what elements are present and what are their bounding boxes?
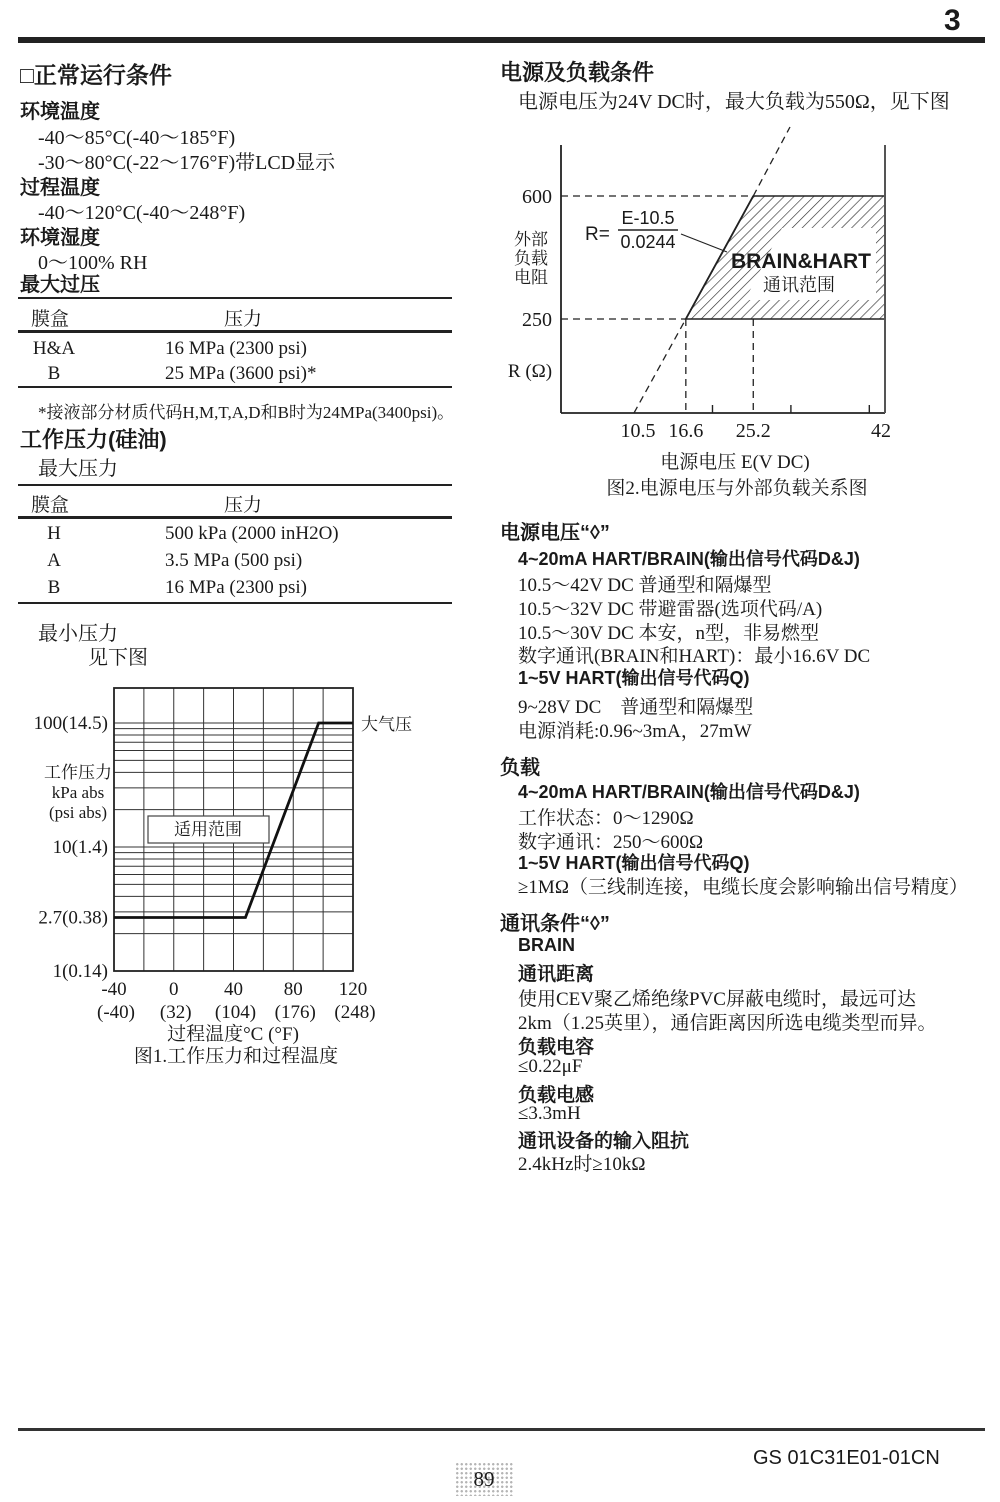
table-header-cell: 压力 — [223, 495, 262, 516]
svg-text:42: 42 — [871, 420, 891, 442]
table-cell: 500 kPa (2000 inH2O) — [165, 523, 339, 544]
footer-doc-number: GS 01C31E01-01CN — [753, 1447, 940, 1469]
table-cell: 25 MPa (3600 psi)* — [165, 363, 317, 384]
process-temp-line: -40～120°C(-40～248°F) — [38, 202, 246, 224]
process-temp-heading: 过程温度 — [20, 177, 100, 199]
svg-text:-40: -40 — [101, 979, 127, 1000]
supply-line-2: 10.5～32V DC 带避雷器(选项代码/A) — [518, 599, 823, 620]
supply-line-q2: 电源消耗:0.96~3mA，27mW — [518, 721, 752, 742]
figure1-working-pressure-chart — [0, 670, 480, 1070]
svg-text:600: 600 — [522, 186, 552, 208]
load-code-line-2: 1~5V HART(输出信号代码Q) — [518, 853, 750, 873]
svg-text:大气压: 大气压 — [361, 715, 412, 734]
svg-text:E-10.5: E-10.5 — [621, 208, 675, 228]
svg-text:(-40): (-40) — [97, 1002, 135, 1023]
max-pressure-label: 最大压力 — [38, 458, 118, 480]
load-line-3: ≥1MΩ（三线制连接，电缆长度会影响输出信号精度） — [518, 877, 968, 898]
svg-text:100(14.5): 100(14.5) — [33, 713, 108, 734]
humidity-line: 0～100% RH — [38, 252, 148, 274]
svg-text:过程温度°C (°F): 过程温度°C (°F) — [167, 1024, 299, 1045]
svg-text:40: 40 — [224, 979, 243, 1000]
svg-text:0: 0 — [169, 979, 179, 1000]
comm-inductance-value: ≤3.3mH — [518, 1103, 581, 1124]
svg-text:外部: 外部 — [514, 230, 548, 249]
table-cell: B — [47, 363, 61, 384]
table-rule — [18, 484, 452, 486]
load-line-1: 工作状态：0～1290Ω — [518, 808, 694, 829]
svg-text:10.5: 10.5 — [620, 420, 656, 442]
top-rule — [18, 37, 985, 43]
table-cell: 16 MPa (2300 psi) — [165, 577, 307, 598]
humidity-heading: 环境湿度 — [20, 227, 100, 249]
ambient-temp-line1: -40～85°C(-40～185°F) — [38, 127, 236, 149]
svg-text:适用范围: 适用范围 — [174, 820, 242, 839]
table-cell: 3.5 MPa (500 psi) — [165, 550, 303, 571]
ambient-temp-line2: -30～80°C(-22～176°F)带LCD显示 — [38, 152, 336, 174]
svg-text:(248): (248) — [334, 1002, 376, 1023]
comm-capacitance-heading: 负载电容 — [518, 1037, 595, 1058]
svg-text:(176): (176) — [274, 1002, 316, 1023]
supply-line-1: 10.5～42V DC 普通型和隔爆型 — [518, 575, 772, 596]
svg-text:R (Ω): R (Ω) — [507, 361, 553, 382]
comm-inductance-heading: 负载电感 — [518, 1085, 595, 1106]
table-rule — [18, 516, 452, 519]
svg-text:10(1.4): 10(1.4) — [52, 837, 108, 858]
svg-text:通讯范围: 通讯范围 — [763, 275, 835, 295]
working-pressure-table — [18, 484, 452, 605]
svg-text:kPa abs: kPa abs — [51, 783, 105, 802]
table-rule — [18, 330, 452, 333]
overpressure-footnote: *接液部分材质代码H,M,T,A,D和B时为24MPa(3400psi)。 — [38, 403, 455, 422]
left-section-title: □正常运行条件 — [20, 62, 172, 88]
comm-brain-label: BRAIN — [518, 935, 575, 955]
footer-page-number: 89 — [455, 1462, 513, 1496]
comm-distance-line1: 使用CEV聚乙烯绝缘PVC屏蔽电缆时，最远可达 — [518, 989, 916, 1010]
comm-distance-heading: 通讯距离 — [518, 964, 595, 985]
power-intro-line: 电源电压为24V DC时，最大负载为550Ω，见下图 — [518, 91, 950, 113]
svg-text:250: 250 — [522, 309, 552, 331]
table-cell: 16 MPa (2300 psi) — [165, 338, 307, 359]
svg-text:2.7(0.38): 2.7(0.38) — [38, 907, 108, 929]
svg-text:(104): (104) — [214, 1002, 257, 1023]
footer-rule — [18, 1428, 985, 1431]
figure2-supply-load-chart — [490, 118, 1000, 510]
working-pressure-heading: 工作压力(硅油) — [20, 427, 167, 452]
comm-impedance-heading: 通讯设备的输入阻抗 — [518, 1131, 690, 1152]
table-cell: B — [47, 577, 61, 598]
svg-text:电源电压 E(V DC): 电源电压 E(V DC) — [660, 452, 810, 473]
table-cell: H&A — [32, 338, 76, 359]
table-cell: H — [47, 523, 61, 544]
svg-text:25.2: 25.2 — [735, 420, 771, 442]
svg-text:图1.工作压力和过程温度: 图1.工作压力和过程温度 — [133, 1046, 339, 1067]
svg-text:负载: 负载 — [514, 249, 548, 268]
comm-heading: 通讯条件“◊” — [500, 913, 610, 935]
svg-text:16.6: 16.6 — [668, 420, 704, 442]
svg-text:(32): (32) — [159, 1002, 192, 1023]
load-code-line: 4~20mA HART/BRAIN(输出信号代码D&J) — [518, 782, 860, 802]
supply-code-line: 4~20mA HART/BRAIN(输出信号代码D&J) — [518, 549, 860, 569]
svg-text:工作压力: 工作压力 — [44, 763, 112, 782]
svg-text:0.0244: 0.0244 — [620, 232, 676, 252]
table-cell: A — [47, 550, 61, 571]
comm-capacitance-value: ≤0.22μF — [518, 1056, 583, 1077]
svg-text:(psi abs): (psi abs) — [48, 803, 108, 822]
supply-code-line-2: 1~5V HART(输出信号代码Q) — [518, 668, 750, 688]
load-heading: 负载 — [500, 757, 540, 779]
table-header-cell: 膜盒 — [31, 495, 70, 516]
ambient-temp-heading: 环境温度 — [20, 101, 100, 123]
svg-text:BRAIN&HART: BRAIN&HART — [731, 250, 871, 273]
overpressure-heading: 最大过压 — [20, 274, 100, 296]
table-header-cell: 压力 — [223, 309, 262, 330]
table-header-cell: 膜盒 — [31, 309, 70, 330]
supply-line-4: 数字通讯(BRAIN和HART)：最小16.6V DC — [518, 646, 871, 667]
supply-line-3: 10.5～30V DC 本安，n型，非易燃型 — [518, 623, 820, 644]
table-rule — [18, 386, 452, 388]
supply-line-q1: 9~28V DC 普通型和隔爆型 — [518, 697, 754, 718]
page-number-top: 3 — [944, 4, 961, 37]
table-rule — [18, 602, 452, 604]
see-figure-label: 见下图 — [88, 647, 148, 669]
supply-voltage-heading: 电源电压“◊” — [500, 522, 610, 544]
comm-impedance-value: 2.4kHz时≥10kΩ — [518, 1154, 646, 1175]
min-pressure-label: 最小压力 — [38, 623, 118, 645]
svg-text:80: 80 — [283, 979, 303, 1000]
overpressure-table — [18, 297, 452, 389]
svg-text:电阻: 电阻 — [514, 268, 548, 287]
comm-distance-line2: 2km（1.25英里），通信距离因所选电缆类型而异。 — [518, 1013, 937, 1034]
right-section-title: 电源及负载条件 — [500, 60, 655, 85]
table-rule — [18, 297, 452, 299]
load-line-2: 数字通讯：250～600Ω — [518, 832, 704, 853]
svg-text:120: 120 — [338, 979, 368, 1000]
svg-text:1(0.14): 1(0.14) — [52, 961, 108, 982]
svg-text:图2.电源电压与外部负载关系图: 图2.电源电压与外部负载关系图 — [606, 478, 868, 499]
svg-text:R=: R= — [585, 224, 610, 245]
